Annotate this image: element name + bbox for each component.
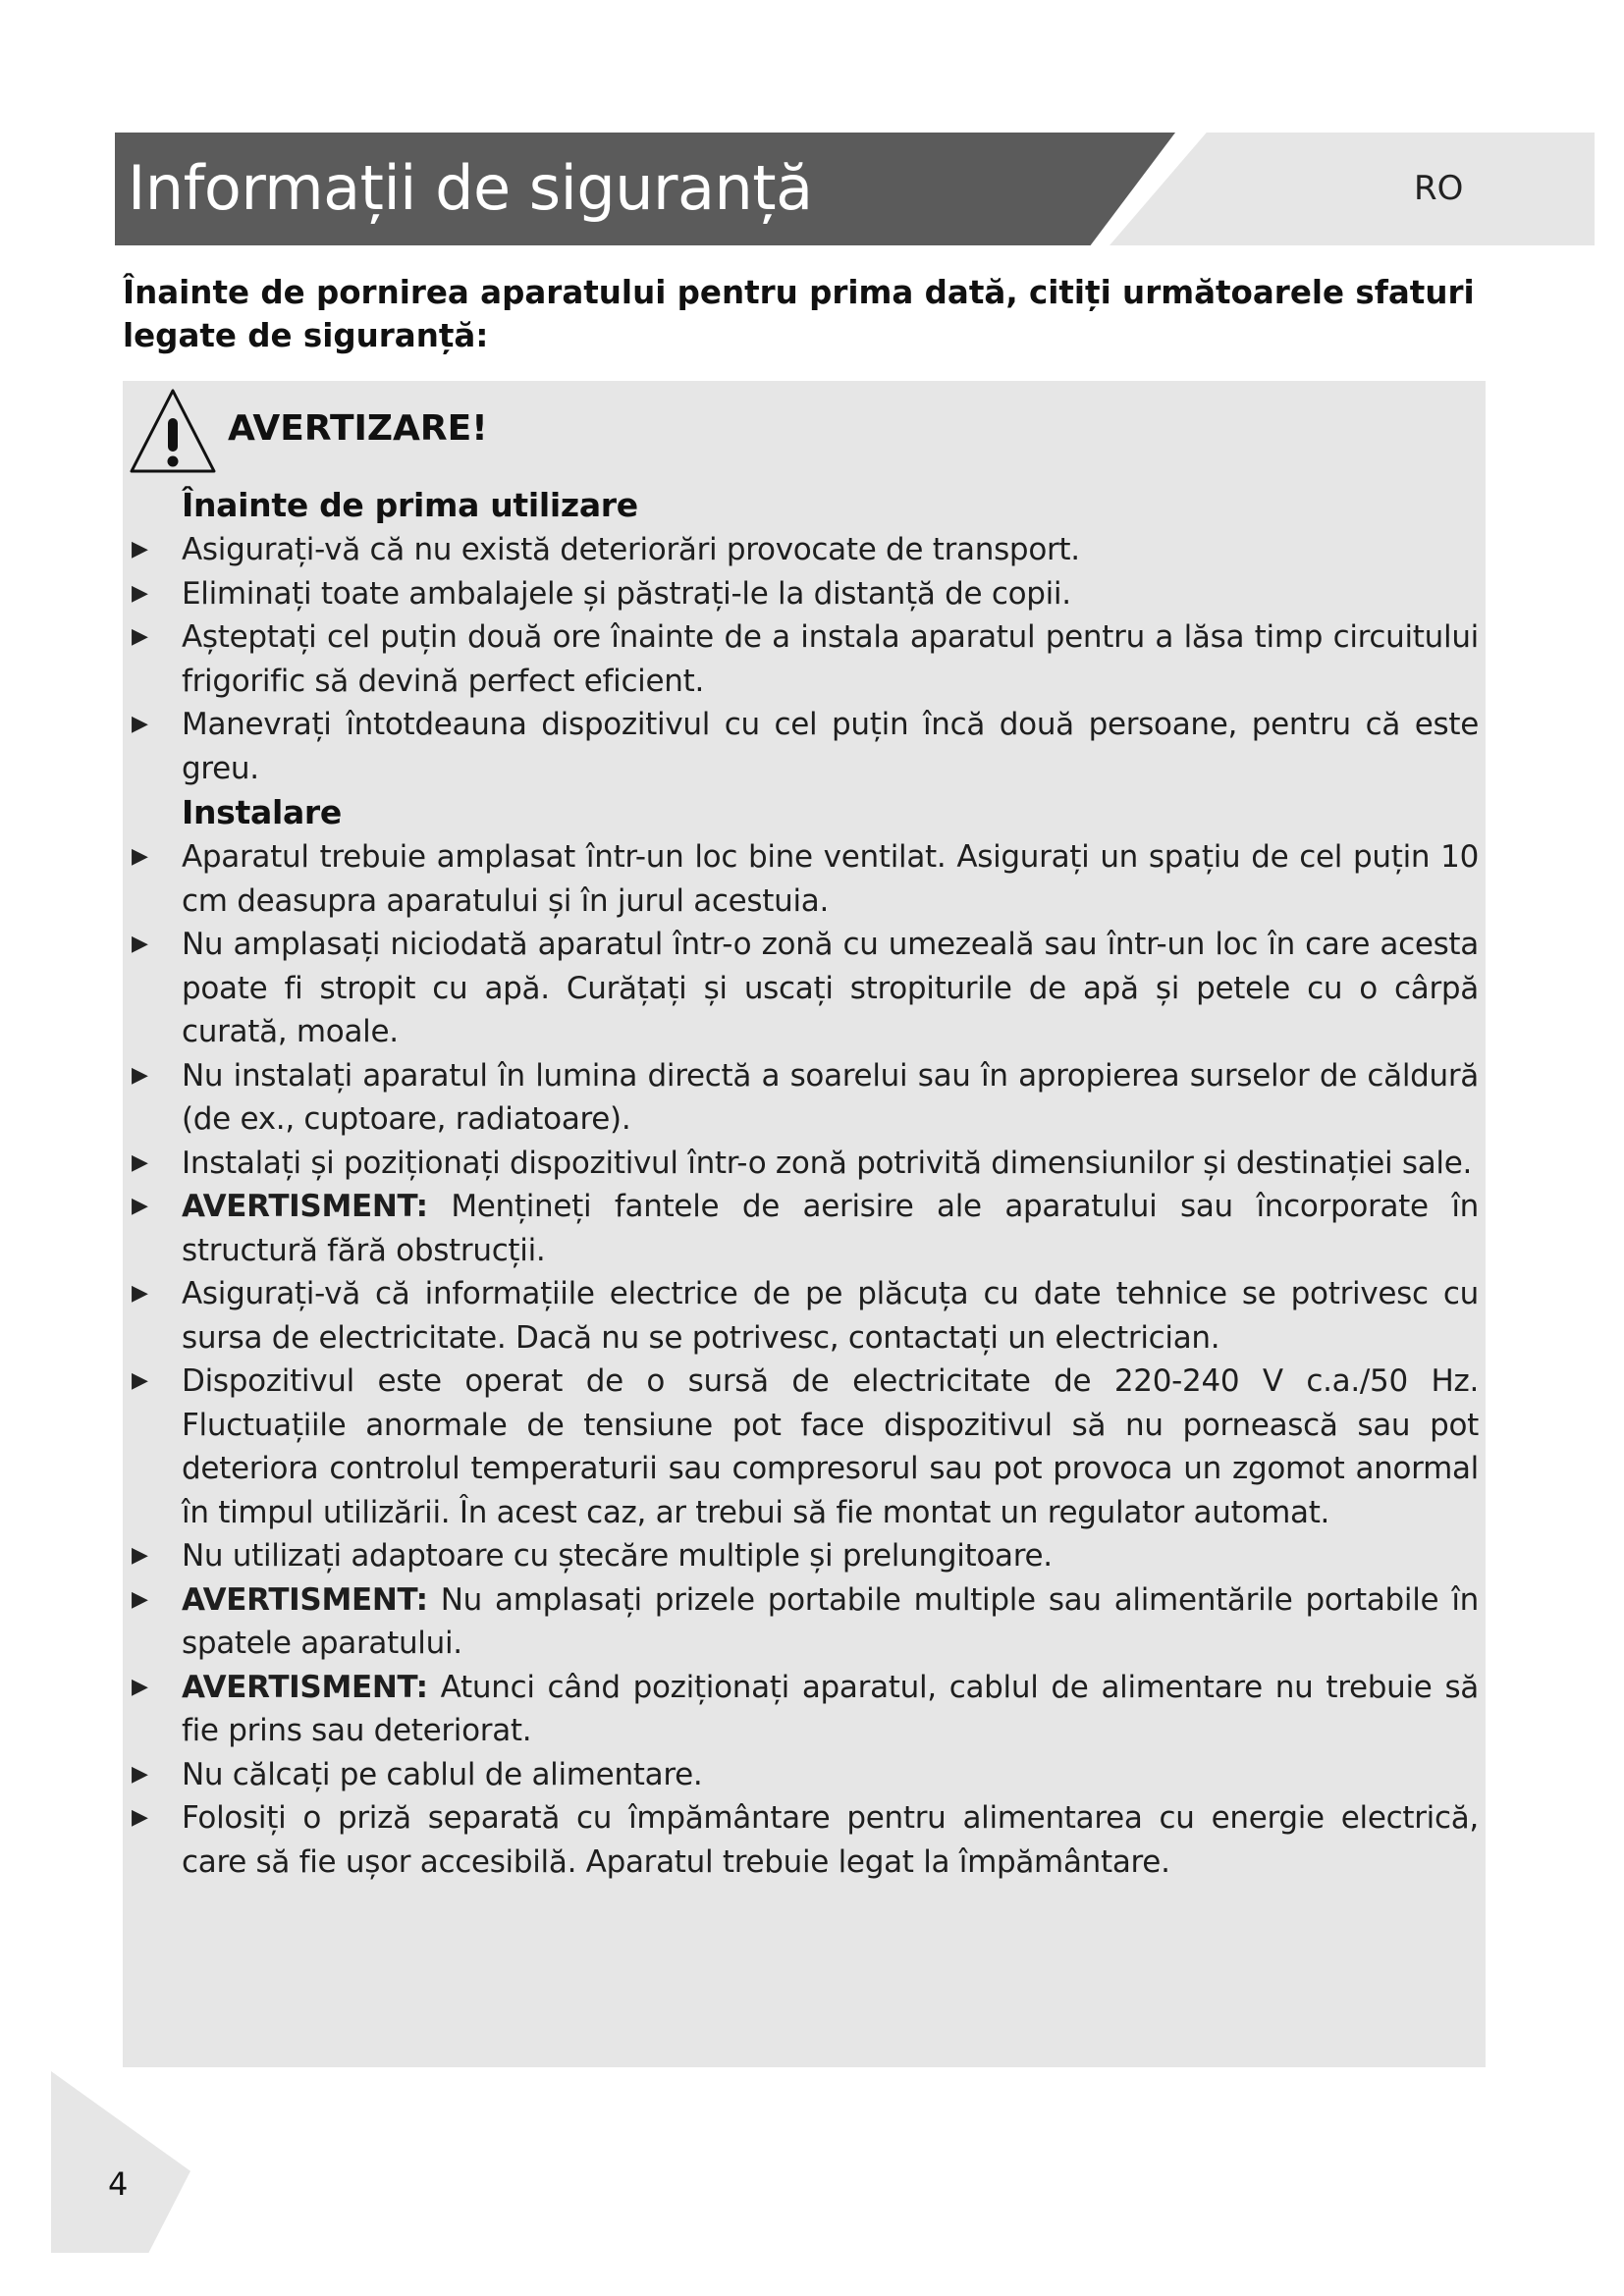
item-text: Nu călcați pe cablul de alimentare.	[182, 1756, 703, 1792]
list-item	[128, 1796, 1479, 1884]
item-text: Aparatul trebuie amplasat într-un loc bine ventilat. Asigurați un spațiu de cel puțin 10 cm deasupra aparatului și în jurul acestuia.	[182, 839, 1479, 919]
item-text: Nu amplasați niciodată aparatul într-o zonă cu umezeală sau într-un loc în care acesta poate fi stropit cu apă. Curățați și uscați stropiturile de apă și petele cu o cârpă curată, moale.	[182, 927, 1479, 1049]
page-title: Informații de siguranță	[128, 152, 813, 224]
item-text: Asigurați-vă că informațiile electrice de pe plăcuța cu date tehnice se potrivesc cu sursa de electricitate. Dacă nu se potrivesc, contactați un electrician.	[182, 1276, 1479, 1356]
item-prefix: AVERTISMENT:	[182, 1189, 428, 1224]
language-code: RO	[1414, 169, 1464, 208]
list-item	[128, 1185, 1479, 1272]
list-item	[128, 1534, 1479, 1578]
intro-text: Înainte de pornirea aparatului pentru prima dată, citiți următoarele sfaturi legate de siguranță:	[123, 274, 1475, 354]
bullet-list	[128, 835, 1479, 1884]
header-tab	[1110, 133, 1595, 245]
bullet-list	[128, 528, 1479, 790]
item-text: Nu utilizați adaptoare cu ștecăre multiple și prelungitoare.	[182, 1538, 1053, 1574]
item-text: Așteptați cel puțin două ore înainte de a instala aparatul pentru a lăsa timp circuitului frigorific să devină perfect eficient.	[182, 619, 1479, 699]
list-item	[128, 835, 1479, 923]
list-item	[128, 703, 1479, 790]
item-text: Eliminați toate ambalajele și păstrați-le la distanță de copii.	[182, 575, 1071, 612]
item-text: Asigurați-vă că nu există deteriorări provocate de transport.	[182, 532, 1080, 567]
list-item	[128, 1360, 1479, 1534]
list-item	[128, 528, 1479, 572]
item-text: Instalați și poziționați dispozitivul într-o zonă potrivită dimensiunilor și destinației sale.	[182, 1145, 1473, 1181]
list-item	[128, 1753, 1479, 1797]
item-text: Atunci când poziționați aparatul, cablul de alimentare nu trebuie să fie prins sau deteriorat.	[182, 1669, 1479, 1748]
list-item	[128, 923, 1479, 1054]
list-item	[128, 1054, 1479, 1142]
item-text: Nu instalați aparatul în lumina directă a soarelui sau în apropierea surselor de căldură (de ex., cuptoare, radiatoare).	[182, 1057, 1479, 1137]
list-item	[128, 1142, 1479, 1186]
list-item	[128, 1272, 1479, 1360]
warning-title: AVERTIZARE!	[228, 408, 488, 449]
page-number: 4	[108, 2165, 129, 2203]
list-item	[128, 572, 1479, 616]
warning-content	[128, 483, 1479, 1884]
list-item	[128, 615, 1479, 703]
warning-triangle-icon	[126, 385, 220, 479]
section-title: Înainte de prima utilizare	[182, 486, 638, 524]
list-item	[128, 1578, 1479, 1666]
section-title: Instalare	[182, 793, 342, 831]
item-prefix: AVERTISMENT:	[182, 1669, 428, 1705]
item-prefix: AVERTISMENT:	[182, 1581, 428, 1618]
item-text: Manevrați întotdeauna dispozitivul cu cel puțin încă două persoane, pentru că este greu.	[182, 707, 1479, 786]
list-item	[128, 1666, 1479, 1753]
item-text: Folosiți o priză separată cu împământare pentru alimentarea cu energie electrică, care să fie ușor accesibilă. Aparatul trebuie legat la împământare.	[182, 1800, 1479, 1880]
item-text: Mențineți fantele de aerisire ale aparatului sau încorporate în structură fără obstrucții.	[182, 1189, 1479, 1268]
item-text: Dispozitivul este operat de o sursă de electricitate de 220-240 V c.a./50 Hz. Fluctuațiile anormale de tensiune pot face dispozitivul să nu pornească sau pot deteriora controlul temperaturii sau compresorul sau pot provoca un zgomot anormal în timpul utilizării. În acest caz, ar trebui să fie montat un regulator automat.	[182, 1363, 1479, 1530]
page-corner-tab	[51, 2071, 190, 2253]
item-text: Nu amplasați prizele portabile multiple sau alimentările portabile în spatele aparatului.	[182, 1581, 1479, 1661]
